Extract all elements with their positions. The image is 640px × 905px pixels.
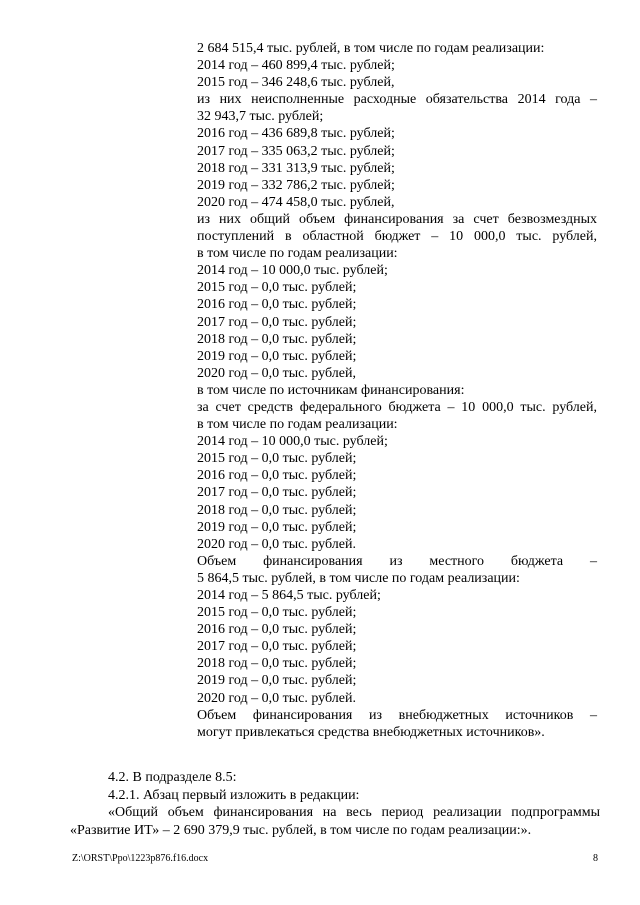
section-block bbox=[70, 769, 600, 839]
text-line: в том числе по годам реализации: bbox=[197, 246, 398, 262]
text-line: могут привлекаться средства внебюджетных источников». bbox=[197, 724, 545, 740]
text-line: 2019 год – 0,0 тыс. рублей; bbox=[197, 519, 357, 535]
text-line: в том числе по источникам финансирования: bbox=[197, 382, 465, 398]
text-line: 2019 год – 0,0 тыс. рублей; bbox=[197, 348, 357, 364]
text-line: 2016 год – 0,0 тыс. рублей; bbox=[197, 468, 357, 484]
text-line: Объем финансирования из внебюджетных источников – bbox=[197, 707, 597, 723]
page-number: 8 bbox=[593, 853, 598, 864]
text-line: в том числе по годам реализации: bbox=[197, 417, 398, 433]
text-line: 2020 год – 0,0 тыс. рублей. bbox=[197, 536, 356, 552]
text-line: 2017 год – 0,0 тыс. рублей; bbox=[197, 314, 357, 330]
text-line: из них неисполненные расходные обязательства 2014 года – bbox=[197, 92, 597, 108]
subitem-text: 4.2.1. Абзац первый изложить в редакции: bbox=[108, 787, 360, 803]
text-line: 2018 год – 0,0 тыс. рублей; bbox=[197, 331, 357, 347]
text-line: 2020 год – 0,0 тыс. рублей, bbox=[197, 365, 356, 381]
text-line: 2017 год – 0,0 тыс. рублей; bbox=[197, 485, 357, 501]
text-line: 2017 год – 0,0 тыс. рублей; bbox=[197, 639, 357, 655]
text-line: 2016 год – 436 689,8 тыс. рублей; bbox=[197, 126, 395, 142]
text-line: 2019 год – 332 786,2 тыс. рублей; bbox=[197, 177, 395, 193]
text-line: 2020 год – 474 458,0 тыс. рублей, bbox=[197, 194, 395, 210]
text-line: из них общий объем финансирования за счет безвозмездных bbox=[197, 211, 597, 227]
text-line: 2019 год – 0,0 тыс. рублей; bbox=[197, 673, 357, 689]
section-heading: 4.2. В подразделе 8.5: bbox=[108, 770, 237, 785]
quote-line: «Развитие ИТ» – 2 690 379,9 тыс. рублей, в том числе по годам реализации:». bbox=[70, 822, 532, 838]
text-line: 2016 год – 0,0 тыс. рублей; bbox=[197, 297, 357, 313]
text-line: 2014 год – 10 000,0 тыс. рублей; bbox=[197, 434, 388, 450]
text-line: 5 864,5 тыс. рублей, в том числе по годам реализации: bbox=[197, 570, 520, 586]
text-line: 2015 год – 0,0 тыс. рублей; bbox=[197, 280, 357, 296]
text-line: 2020 год – 0,0 тыс. рублей. bbox=[197, 690, 356, 706]
text-line: поступлений в областной бюджет – 10 000,0 тыс. рублей, bbox=[197, 229, 597, 245]
text-line: 2014 год – 5 864,5 тыс. рублей; bbox=[197, 588, 381, 603]
text-line: 2015 год – 346 248,6 тыс. рублей, bbox=[197, 75, 395, 91]
text-line: 2 684 515,4 тыс. рублей, в том числе по годам реализации: bbox=[197, 41, 545, 56]
text-line: 2015 год – 0,0 тыс. рублей; bbox=[197, 605, 357, 621]
text-line: 2018 год – 331 313,9 тыс. рублей; bbox=[197, 160, 395, 176]
text-line: Объем финансирования из местного бюджета – bbox=[197, 553, 597, 569]
text-line: 2016 год – 0,0 тыс. рублей; bbox=[197, 622, 357, 638]
file-path: Z:\ORST\Ppo\1223p876.f16.docx bbox=[72, 853, 209, 864]
text-line: за счет средств федерального бюджета – 10 000,0 тыс. рублей, bbox=[197, 399, 597, 415]
text-line: 2017 год – 335 063,2 тыс. рублей; bbox=[197, 143, 395, 159]
financing-block bbox=[197, 40, 597, 741]
text-line: 2014 год – 10 000,0 тыс. рублей; bbox=[197, 263, 388, 279]
text-line: 32 943,7 тыс. рублей; bbox=[197, 109, 324, 125]
text-line: 2018 год – 0,0 тыс. рублей; bbox=[197, 656, 357, 672]
text-line: 2014 год – 460 899,4 тыс. рублей; bbox=[197, 58, 395, 74]
quote-line: «Общий объем финансирования на весь период реализации подпрограммы bbox=[108, 805, 600, 821]
text-line: 2018 год – 0,0 тыс. рублей; bbox=[197, 502, 357, 518]
text-line: 2015 год – 0,0 тыс. рублей; bbox=[197, 451, 357, 467]
